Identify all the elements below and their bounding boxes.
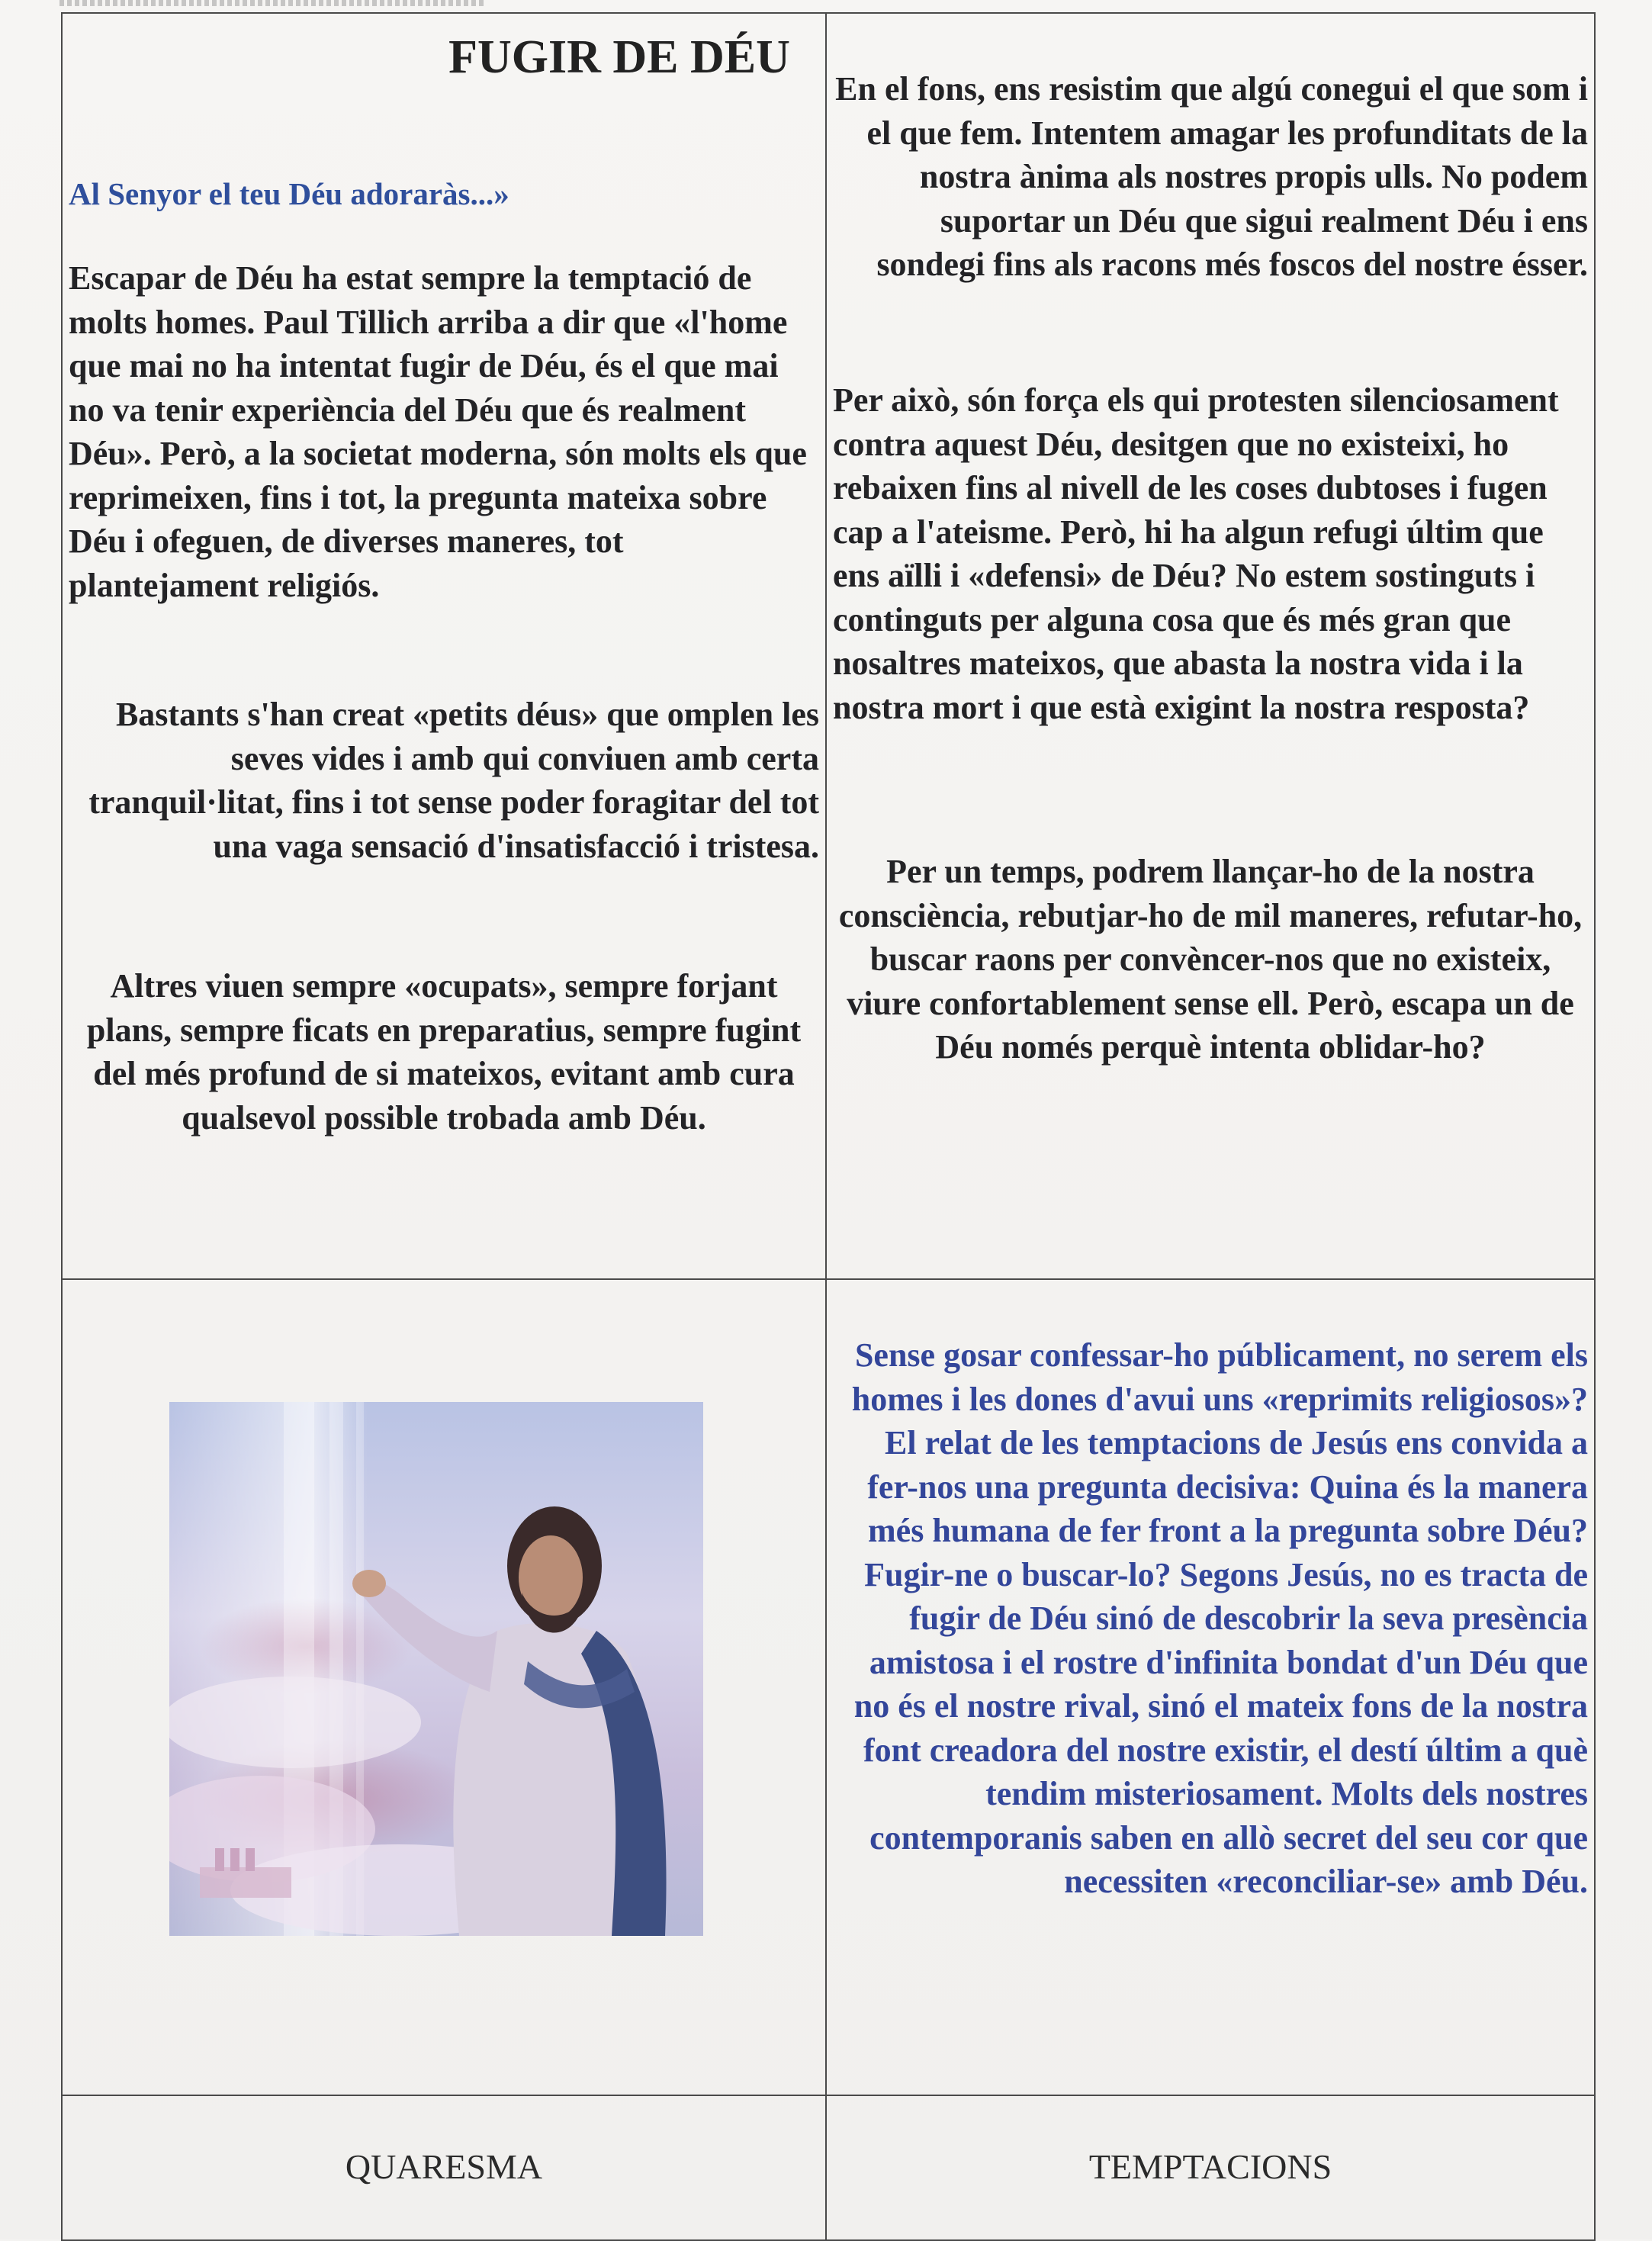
layout-grid: [61, 12, 1596, 2241]
cell-image: [62, 1279, 826, 2095]
page-title: FUGIR DE DÉU: [448, 31, 790, 83]
cell-top-left: [62, 13, 826, 1279]
cell-footer-right: [826, 2095, 1595, 2240]
footer-quaresma: QUARESMA: [345, 2147, 543, 2186]
scripture-quote: Al Senyor el teu Déu adoraràs...»: [69, 176, 509, 211]
right-paragraph-2: Per això, són força els qui protesten silenciosament contra aquest Déu, desitgen que no existeixi, ho rebaixen fins al nivell de les coses dubtoses i fugen cap a l'ateisme. Però, hi ha algun refugi últim que ens aïlli i «defensi» de Déu? No estem sostinguts i continguts per alguna cosa que és més gran que nosaltres mateixos, que abasta la nostra vida i la nostra mort i que està exigint la nostra resposta?: [833, 381, 1559, 726]
cell-top-right: [826, 13, 1595, 1279]
scan-header-line: [59, 0, 487, 6]
cell-footer-left: [62, 2095, 826, 2240]
left-paragraph-1: Escapar de Déu ha estat sempre la temptació de molts homes. Paul Tillich arriba a dir que «l'home que mai no ha intentat fugir de Déu, és el que mai no va tenir experiència del Déu que és realment Déu». Però, a la societat moderna, són molts els que reprimeixen, fins i tot, la pregunta mateixa sobre Déu i ofeguen, de diverses maneres, tot plantejament religiós.: [69, 259, 807, 604]
left-paragraph-2: Bastants s'han creat «petits déus» que omplen les seves vides i amb qui conviuen amb certa tranquil·litat, fins i tot sense poder foragitar del tot una vaga sensació d'insatisfacció i tristesa.: [88, 696, 819, 865]
blue-paragraph: Sense gosar confessar-ho públicament, no serem els homes i les dones d'avui uns «reprimits religiosos»? El relat de les temptacions de Jesús ens convida a fer-nos una pregunta decisiva: Quina és la manera més humana de fer front a la pregunta sobre Déu? Fugir-ne o buscar-lo? Segons Jesús, no es tracta de fugir de Déu sinó de descobrir la seva presència amistosa i el rostre d'infinita bondat d'un Déu que no és el nostre rival, sinó el mateix fons de la nostra font creadora del nostre existir, el destí últim a què tendim misteriosament. Molts dels nostres contemporanis saben en allò secret del seu cor que necessiten «reconciliar-se» amb Déu.: [851, 1336, 1588, 1900]
cell-blue-text: [826, 1279, 1595, 2095]
painting-illustration: [169, 1402, 703, 1936]
footer-temptacions: TEMPTACIONS: [1088, 2147, 1332, 2186]
right-paragraph-3: Per un temps, podrem llançar-ho de la nostra consciència, rebutjar-ho de mil maneres, refutar-ho, buscar raons per convèncer-nos que no existeix, viure confortablement sense ell. Però, escapa un de Déu només perquè intenta oblidar-ho?: [838, 853, 1583, 1066]
right-paragraph-1: En el fons, ens resistim que algú conegui el que som i el que fem. Intentem amagar les profunditats de la nostra ànima als nostres propis ulls. No podem suportar un Déu que sigui realment Déu i ens sondegi fins als racons més foscos del nostre ésser.: [835, 70, 1588, 283]
left-paragraph-3: Altres viuen sempre «ocupats», sempre forjant plans, sempre ficats en preparatius, sempre fugint del més profund de si mateixos, evitant amb cura qualsevol possible trobada amb Déu.: [86, 967, 802, 1137]
jesus-painting-image: [169, 1402, 703, 1936]
